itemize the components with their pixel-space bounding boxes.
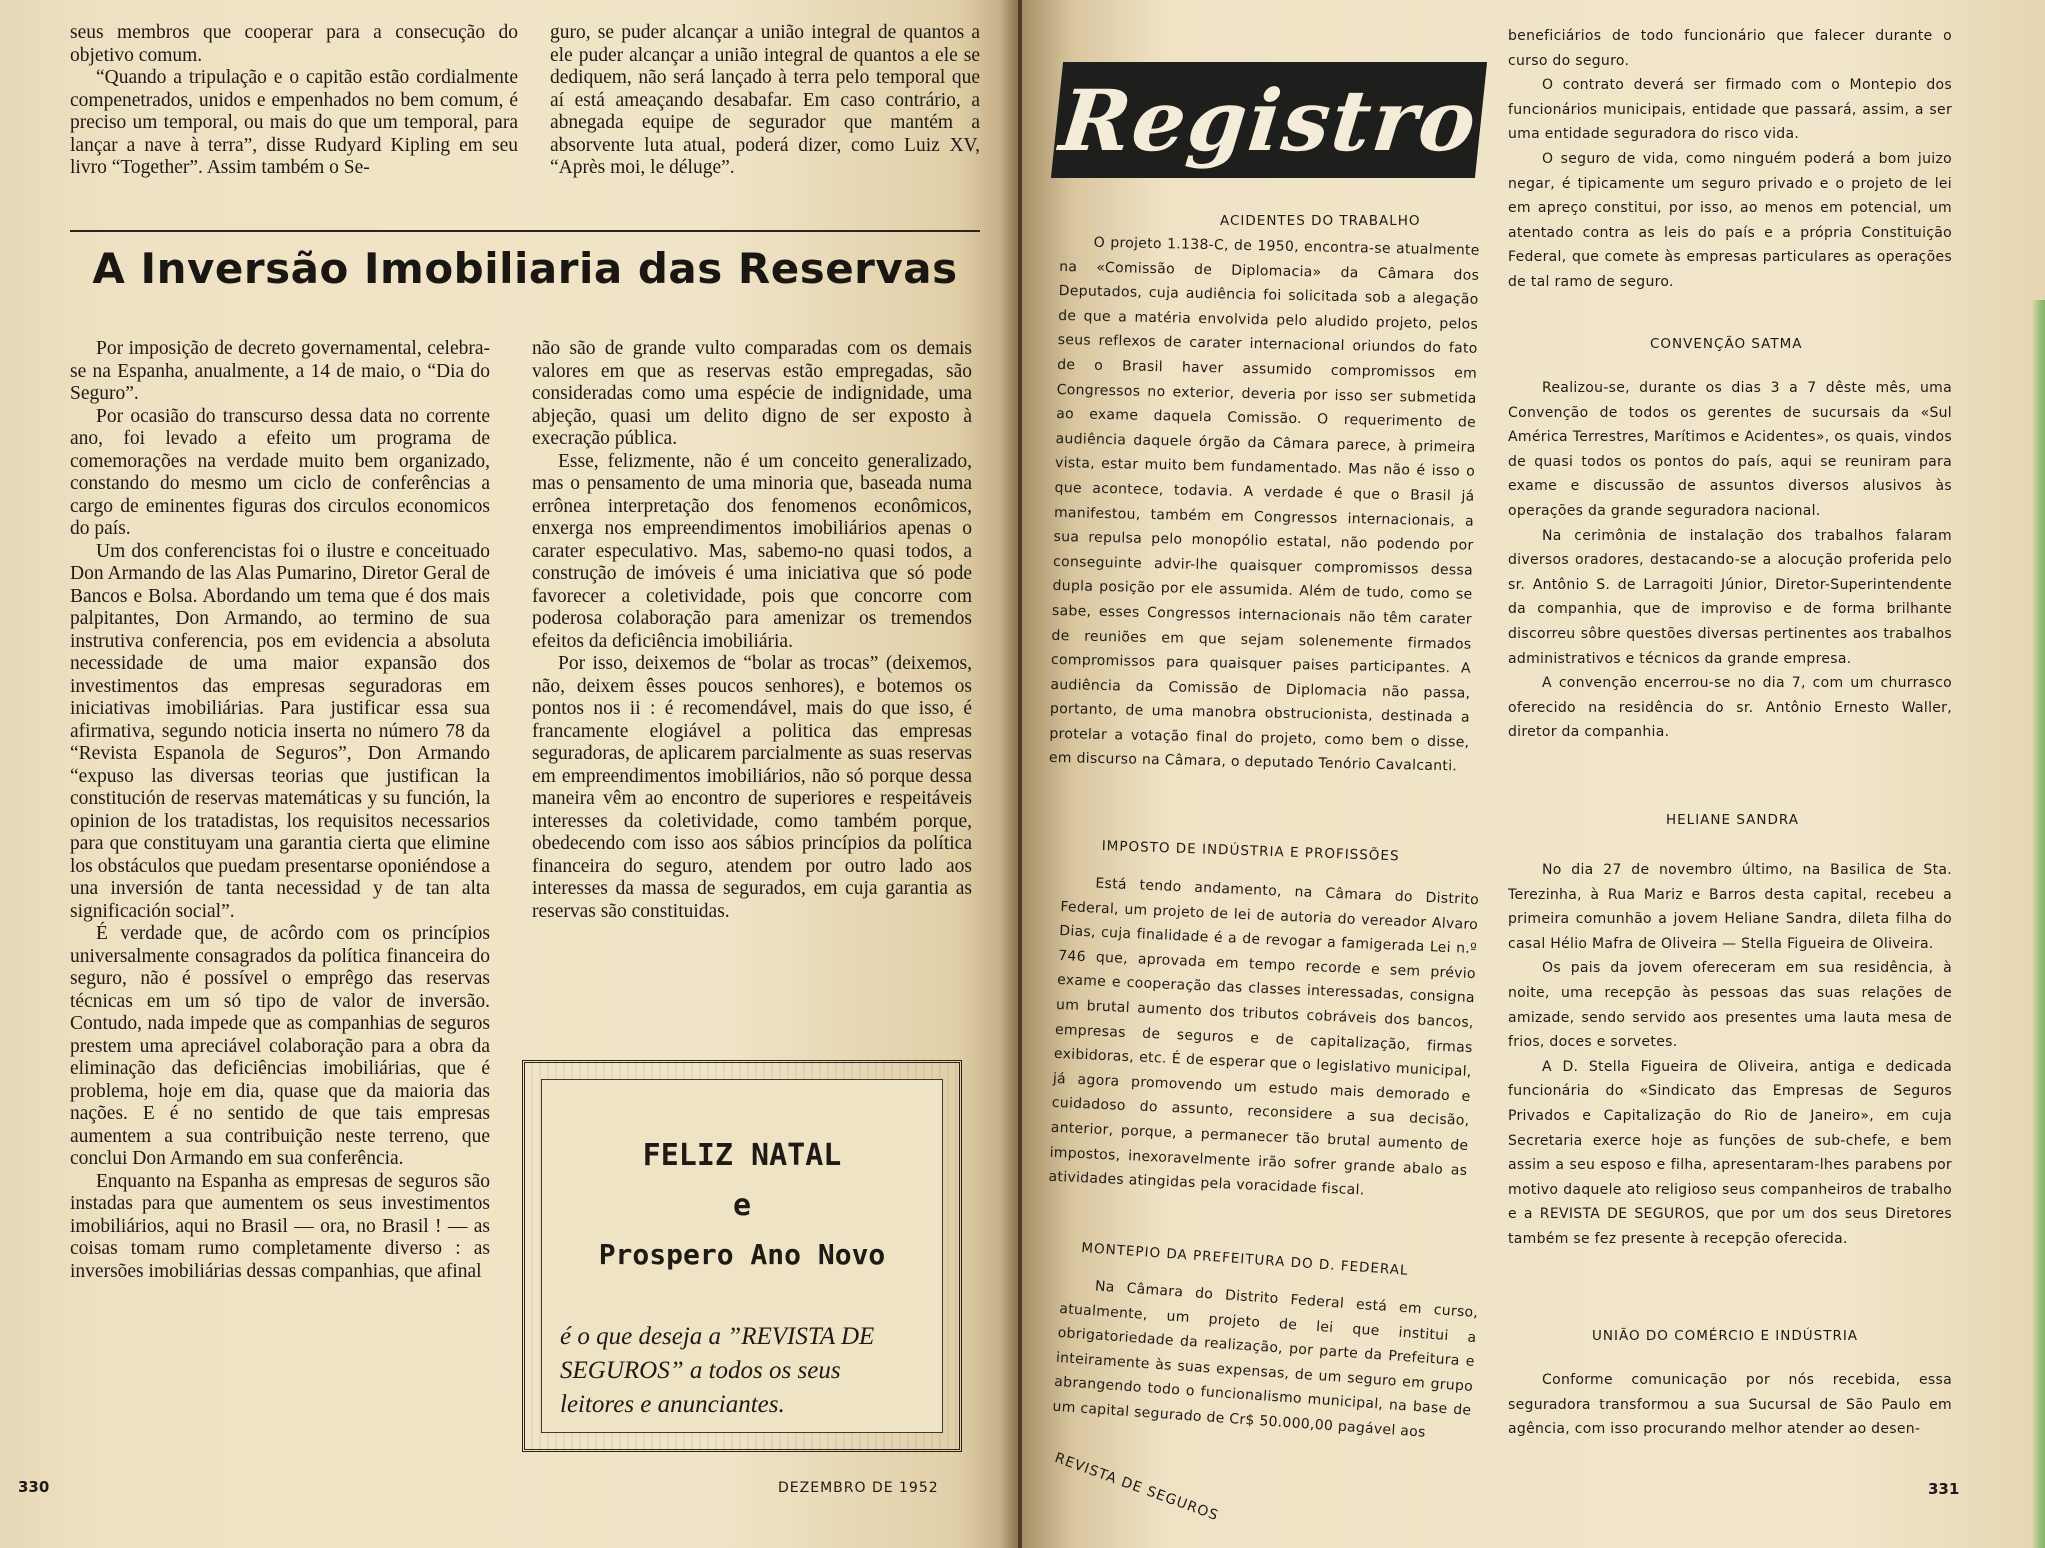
imposto-text xyxy=(1048,870,1480,1208)
page-edge xyxy=(2031,300,2045,1548)
greeting-message: é o que deseja a ”REVISTA DE SEGUROS” a todos os seus leitores e anunciantes. xyxy=(560,1323,875,1418)
section-heading: ACIDENTES DO TRABALHO xyxy=(1220,213,1421,229)
greeting-frame xyxy=(541,1079,943,1433)
page-number: 330 xyxy=(18,1478,50,1496)
paragraph: Um dos conferencistas foi o ilustre e conceituado Don Armando de las Alas Pumarino, Diretor Geral de Bancos e Bolsa. Abordando um tema que é dos mais palpitantes, Don Armando, ao termino de sua instrutiva conferencia, pos em evidencia a absoluta necessidade de uma maior expansão dos investimentos das empresas seguradoras em iniciativas imobiliárias. Para justificar essa sua afirmativa, segundo noticia inserta no número 78 da “Revista Espanola de Seguros”, Don Armando “expuso las diversas teorias que justifican la constitución de reservas matemáticas y su función, la opinion de los tratadistas, los requisitos necessarios para que constituyam una garantia cierta que elimine los obstáculos que puedam presentarse oponiéndose a una inversión de tanta necessidad y de tan alta significación social”. xyxy=(70,540,490,922)
paragraph: A D. Stella Figueira de Oliveira, antiga e dedicada funcionária do «Sindicato das Empresas de Seguros Privados e Capitalização do Rio de Janeiro», em cuja Secretaria exerce hoje as funções de sub-chefe, e bem assim a seu esposo e filha, apresentaram-lhes parabens por motivo daquele ato religioso seus companheiros de trabalho e a REVISTA DE SEGUROS, que por um dos seus Diretores também se fez presente à recepção oferecida. xyxy=(1508,1058,1952,1247)
paragraph: Esse, felizmente, não é um conceito generalizado, mas o pensamento de uma minoria que, baseada numa errônea interpretação dos fenomenos econômicos, enxerga nos empreendimentos imobiliários apenas o carater especulativo. Mas, sabemo-no quasi todos, a construção de imóveis é uma iniciativa que só pode favorecer a coletividade, pois que concorre com poderosa colaboração para amenizar os tremendos efeitos da deficiência imobiliária. xyxy=(532,450,972,652)
paragraph: O contrato deverá ser firmado com o Montepio dos funcionários municipais, entidade que passará, assim, a ser uma entidade seguradora do risco vida. xyxy=(1508,77,1952,143)
paragraph: guro, se puder alcançar a união integral de quantos a ele puder alcançar a união integral de quantos a ele se dediquem, não será lançado à terra pelo temporal que aí está ameaçando desabafar. Em caso contrário, a abnegada equipe de segurador que mantém a absorvente luta atual, poderá dizer, como Luiz XV, “Après moi, le déluge”. xyxy=(550,22,980,178)
paragraph: Por ocasião do transcurso dessa data no corrente ano, foi levado a efeito um programa de comemorações na verdade muito bem organizado, constando do mesmo um ciclo de conferências a cargo de eminentes figuras dos circulos economicos do país. xyxy=(70,405,490,539)
left-col2-article xyxy=(532,338,972,923)
paragraph: Realizou-se, durante os dias 3 a 7 dêste mês, uma Convenção de todos os gerentes de sucursais da «Sul América Terrestres, Marítimos e Acidentes», os quais, vindos de quasi todos os pontos do país, aqui se reuniram para exame e discussão de assuntos diversos alusivos às operações da grande seguradora nacional. xyxy=(1508,380,1952,519)
section-heading: UNIÃO DO COMÉRCIO E INDÚSTRIA xyxy=(1592,1328,1859,1344)
paragraph: O projeto 1.138-C, de 1950, encontra-se atualmente na «Comissão de Diplomacia» da Câmara dos Deputados, cuja audiência foi solicitada sob a alegação de que a matéria envolvida pelo aludido projeto, pelos seus reflexos de carater internacional oriundos do fato de o Brasil haver assumido compromissos em Congressos no exterior, deveria por isso ser submetida ao exame daquela Comissão. O requerimento de audiência daquele órgão da Câmara parece, à primeira vista, estar muito bem fundamentado. Mas não é isso o que acontece, todavia. A verdade é que o Brasil já manifestou, também em Congressos internacionais, a sua repulsa pelo monopólio estatal, não podendo por conseguinte advir-lhe quaisquer compromissos dessa dupla posição por ele assumida. Além de tudo, como se sabe, esses Congressos internacionais não têm carater de reuniões em que sejam solenemente firmados compromissos para quaisquer paises participantes. A audiência da Comissão de Diplomacia não passa, portanto, de uma manobra obstrucionista, destinada a protelar a votação final do projeto, como bem o disse, em discurso na Câmara, o deputado Tenório Cavalcanti. xyxy=(1048,234,1480,775)
left-col2-top xyxy=(550,22,980,180)
satma-text xyxy=(1508,376,1952,745)
paragraph: Na cerimônia de instalação dos trabalhos falaram diversos oradores, destacando-se a alocução proferida pelo sr. Antônio S. de Larragoiti Júnior, Diretor-Superintendente da companhia, que de improviso e de forma brilhante discorreu sôbre questões diversas pertinentes aos trabalhos administrativos e técnicos da grande empresa. xyxy=(1508,527,1952,667)
greeting-line-3: Prospero Ano Novo xyxy=(598,1238,886,1271)
paragraph: A convenção encerrou-se no dia 7, com um churrasco oferecido na residência do sr. Antônio Ernesto Waller, diretor da companhia. xyxy=(1508,675,1952,741)
heliane-text xyxy=(1508,858,1952,1252)
right-col2-top xyxy=(1508,24,1952,295)
section-heading: CONVENÇÃO SATMA xyxy=(1650,336,1803,352)
paragraph: Conforme comunicação por nós recebida, essa seguradora transformou a sua Sucursal de São Paulo em agência, com isso procurando melhor atender ao desen- xyxy=(1508,1372,1952,1438)
section-heading: IMPOSTO DE INDÚSTRIA E PROFISSÕES xyxy=(1101,838,1400,865)
running-footer: REVISTA DE SEGUROS xyxy=(1052,1450,1221,1525)
uniao-text xyxy=(1508,1368,1952,1442)
left-page xyxy=(0,0,1018,1548)
greeting-line-2: e xyxy=(732,1188,752,1223)
page-number: 331 xyxy=(1928,1480,1960,1498)
left-col1-top xyxy=(70,22,518,180)
section-heading: HELIANE SANDRA xyxy=(1666,812,1799,828)
paragraph: Os pais da jovem ofereceram em sua residência, à noite, uma recepção às pessoas das suas relações de amizade, sendo servido aos presentes uma lauta mesa de frios, doces e sorvetes. xyxy=(1508,960,1952,1051)
section-banner: Registro xyxy=(1051,62,1487,178)
paragraph: É verdade que, de acôrdo com os princípios universalmente consagrados da política financeira do seguro, não é possível o emprêgo das reservas técnicas em um só tipo de valor de inversão. Contudo, nada impede que as companhias de seguros prestem uma apreciável colaboração para a obra da eliminação das deficiências imobiliárias, que é problema, hoje em dia, quase que da maioria das nações. E é no sentido de que tais empresas aumentem a sua contribuição neste terreno, que conclui Don Armando em sua conferência. xyxy=(70,923,490,1169)
paragraph: Por imposição de decreto governamental, celebra-se na Espanha, anualmente, a 14 de maio, o “Dia do Seguro”. xyxy=(70,338,490,404)
paragraph: Na Câmara do Distrito Federal está em curso, atualmente, um projeto de lei que institui a obrigatoriedade da realização, por parte da Prefeitura e inteiramente às suas expensas, de um seguro em grupo abrangendo todo o funcionalismo municipal, na base de um capital segurado de Cr$ 50.000,00 pagável aos xyxy=(1052,1278,1479,1441)
section-heading: MONTEPIO DA PREFEITURA DO D. FEDERAL xyxy=(1080,1240,1409,1279)
divider xyxy=(70,230,980,232)
greeting-line-1: FELIZ NATAL xyxy=(642,1138,842,1173)
paragraph: Está tendo andamento, na Câmara do Distrito Federal, um projeto de lei de autoria do vereador Alvaro Dias, cuja finalidade é a de revogar a famigerada Lei n.º 746 que, aprovada em tempo recorde e sem prévio exame e cooperação das classes interessadas, consigna um brutal aumento dos tributos cobráveis dos bancos, empresas de seguros e de capitalização, firmas exibidoras, etc. É de esperar que o legislativo municipal, já agora promovendo um estudo mais demorado e cuidadoso do assunto, reconsidere a sua decisão, anterior, porque, a permanecer tão brutal aumento de impostos, inexoravelmente irão sofrer grande abalo as atividades atingidas pela voracidade fiscal. xyxy=(1048,875,1480,1199)
right-col1 xyxy=(1048,0,1480,1548)
paragraph: O seguro de vida, como ninguém poderá a bom juizo negar, é tipicamente um seguro privado e o projeto de lei em apreço constitui, por isso, ao menos em potencial, um atentado contra as leis do país e a própria Constituição Federal, que comete às empresas particulares as operações de tal ramo de seguro. xyxy=(1508,150,1952,290)
left-col1-article xyxy=(70,338,490,1283)
issue-date: DEZEMBRO DE 1952 xyxy=(778,1480,939,1496)
paragraph: No dia 27 de novembro último, na Basilica de Sta. Terezinha, à Rua Mariz e Barros desta capital, recebeu a primeira comunhão a jovem Heliane Sandra, dileta filha do casal Hélio Mafra de Oliveira — Stella Figueira de Oliveira. xyxy=(1508,862,1952,952)
paragraph: “Quando a tripulação e o capitão estão cordialmente compenetrados, unidos e empenhados no bem comum, é preciso um temporal, ou mais do que um temporal, para lançar a nave à terra”, disse Rudyard Kipling em seu livro “Together”. Assim também o Se- xyxy=(70,67,518,178)
paragraph: Por isso, deixemos de “bolar as trocas” (deixemos, não, deixem êsses poucos senhores), e botemos os pontos nos ii : é recomendável, mais do que isso, é francamente elogiável a politica das empresas seguradoras, de aplicarem parcialmente as suas reservas em empreendimentos imobiliários, não só porque dessa maneira vêm ao encontro de superiores e respeitáveis interesses da coletividade, como também porque, obedecendo com isso aos sábios princípios da política financeira do seguro, atendem por outro lado aos interesses da massa de segurados, em cuja garantia as reservas são constituidas. xyxy=(532,653,972,922)
paragraph: não são de grande vulto comparadas com os demais valores em que as reservas estão empregadas, são consideradas como uma espécie de indignidade, uma abjeção, quasi um delito digno de ser exposto à execração pública. xyxy=(532,338,972,449)
montepio-text xyxy=(1052,1272,1479,1448)
paragraph: Enquanto na Espanha as empresas de seguros são instadas para que aumentem os seus investimentos imobiliários, aqui no Brasil — ora, no Brasil ! — as coisas tomam rumo completamente diverso : as inversões imobiliárias dessas companhias, que afinal xyxy=(70,1170,490,1282)
article-headline: A Inversão Imobiliaria das Reservas xyxy=(92,244,958,293)
paragraph: seus membros que cooperar para a consecução do objetivo comum. xyxy=(70,22,518,66)
acidentes-text xyxy=(1049,230,1480,780)
greeting-advertisement xyxy=(522,1060,962,1452)
paragraph: beneficiários de todo funcionário que falecer durante o curso do seguro. xyxy=(1508,28,1952,69)
